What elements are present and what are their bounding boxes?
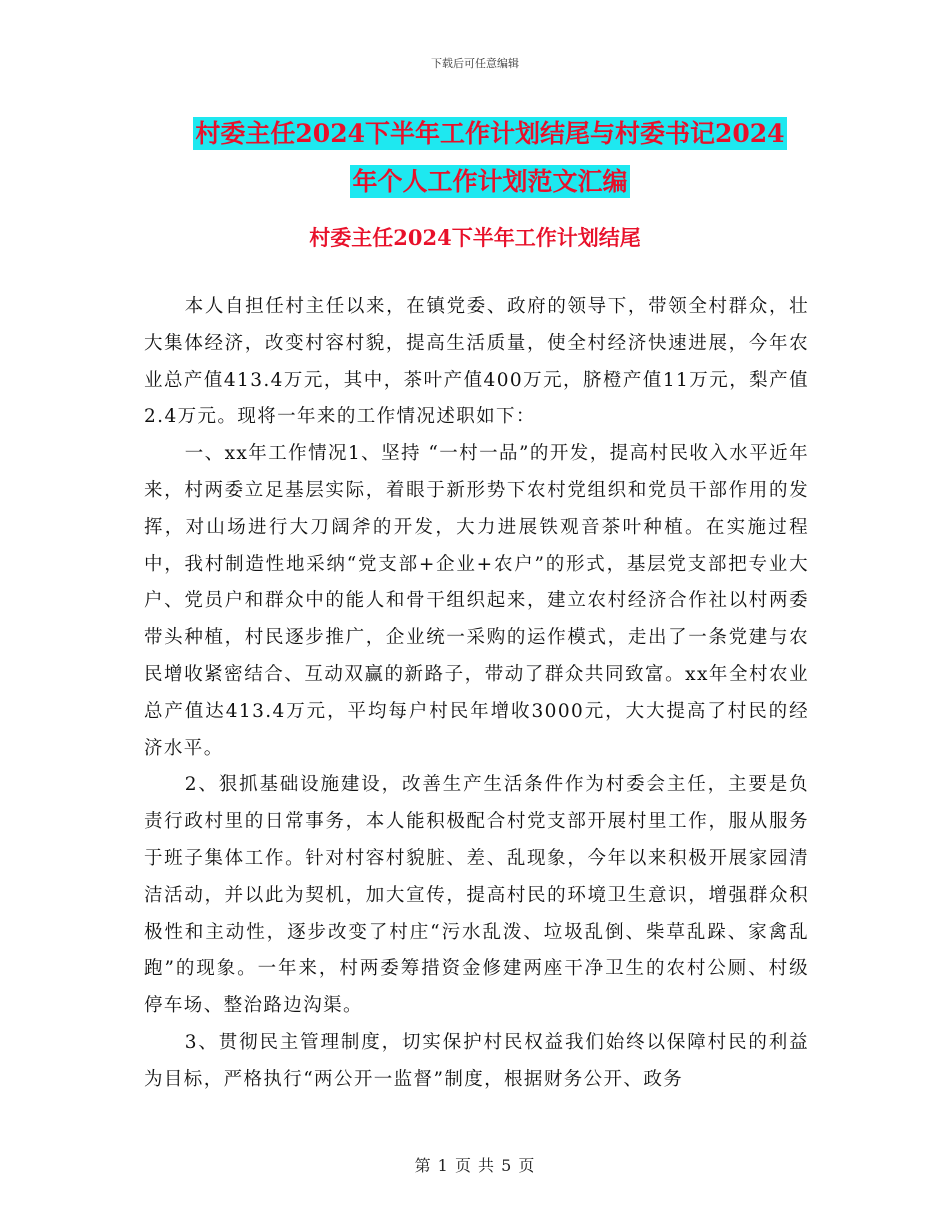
paragraph: 本人自担任村主任以来，在镇党委、政府的领导下，带领全村群众，壮大集体经济，改变村容村貌，提高生活质量，使全村经济快速进展，今年农业总产值413.4万元，其中，茶叶产值400万元，脐橙产值11万元，梨产值2.4万元。现将一年来的工作情况述职如下： <box>144 296 809 428</box>
paragraph: 一、xx年工作情况1、坚持 “一村一品”的开发，提高村民收入水平近年来，村两委立足基层实际，着眼于新形势下农村党组织和党员干部作用的发挥，对山场进行大刀阔斧的开发，大力进展铁观音茶叶种植。在实施过程中，我村制造性地采纳“党支部+企业+农户”的形式，基层党支部把专业大户、党员户和群众中的能人和骨干组织起来，建立农村经济合作社以村两委带头种植，村民逐步推广，企业统一采购的运作模式，走出了一条党建与农民增收紧密结合、互动双赢的新路子，带动了群众共同致富。xx年全村农业总产值达413.4万元，平均每户村民年增收3000元，大大提高了村民的经济水平。 <box>144 443 809 759</box>
paragraph: 3、贯彻民主管理制度，切实保护村民权益我们始终以保障村民的利益为目标，严格执行“两公开一监督”制度，根据财务公开、政务 <box>144 1031 809 1090</box>
page-header-note: 下载后可任意编辑 <box>431 57 519 70</box>
paragraph: 2、狠抓基础设施建设，改善生产生活条件作为村委会主任，主要是负责行政村里的日常事务，本人能积极配合村党支部开展村里工作，服从服务于班子集体工作。针对村容村貌脏、差、乱现象，今年以来积极开展家园清洁活动，并以此为契机，加大宣传，提高村民的环境卫生意识，增强群众积极性和主动性，逐步改变了村庄“污水乱泼、垃圾乱倒、柴草乱跺、家禽乱跑”的现象。一年来，村两委筹措资金修建两座干净卫生的农村公厕、村级停车场、整治路边沟渠。 <box>144 774 809 1017</box>
page-number: 第 1 页 共 5 页 <box>414 1156 536 1175</box>
document-title-line-2: 年个人工作计划范文汇编 <box>352 167 628 196</box>
document-title-line-1: 村委主任2024下半年工作计划结尾与村委书记2024 <box>195 119 785 148</box>
document-body <box>144 289 809 1099</box>
document-title <box>140 110 840 206</box>
section-title: 村委主任2024下半年工作计划结尾 <box>309 225 641 250</box>
